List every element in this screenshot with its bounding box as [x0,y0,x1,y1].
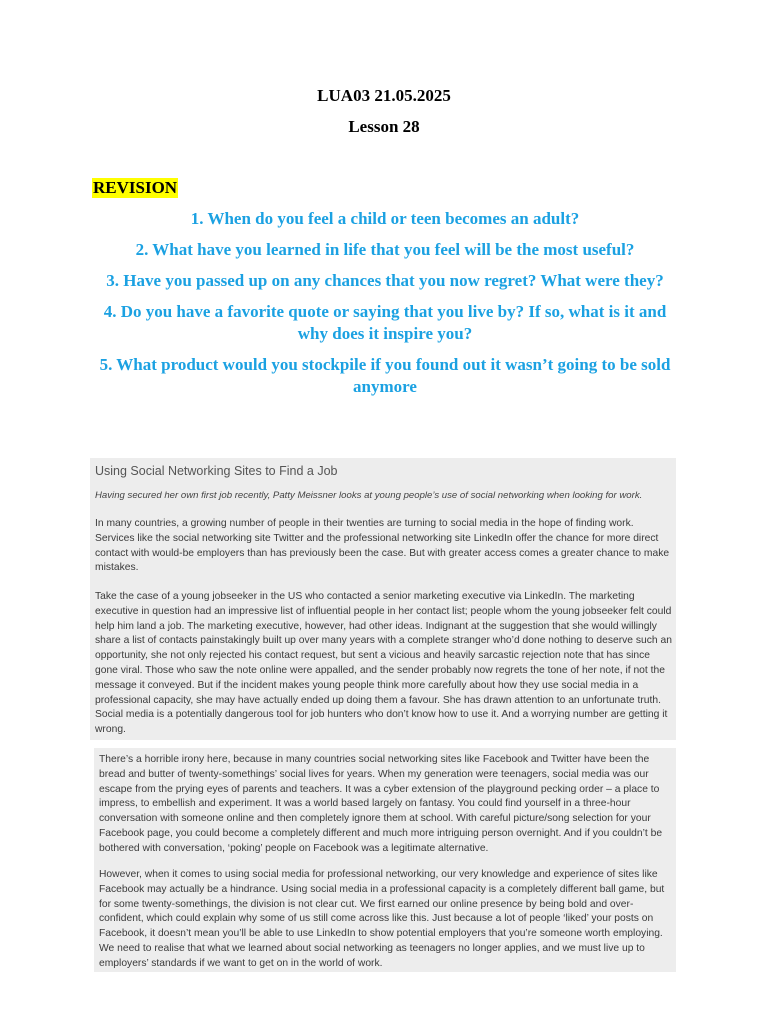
question-item: 5. What product would you stockpile if you found out it wasn’t going to be sold anymore [99,355,671,396]
lesson-number: Lesson 28 [348,117,420,136]
revision-heading: REVISION [93,178,178,197]
question-item: 4. Do you have a favorite quote or saying that you live by? If so, what is it and why does it inspire you? [103,302,667,343]
article-paragraph: Take the case of a young jobseeker in the US who contacted a senior marketing executive via LinkedIn. The marketing executive in question had an impressive list of influential people in her contact list; people whom the young jobseeker felt could help him land a job. The marketing executive, however, had other ideas. Indignant at the suggestion that she would willingly share a list of contacts painstakingly built up over many years with a complete stranger who’d done nothing to deserve such an opportunity, she not only rejected his contact request, but sent a vicious and heavily sarcastic rejection note that has since gone viral. Those who saw the note online were appalled, and the sender probably now regrets the tone of her note, if not the message it conveyed. But if the incident makes young people think more carefully about how they use social media in a professional capacity, she may have actually ended up doing them a favour. She has drawn attention to an unfortunate truth. Social media is a potentially dangerous tool for job hunters who don’t know how to use it. And a worrying number are getting it wrong. [95,591,672,736]
article-subtitle: Having secured her own first job recently, Patty Meissner looks at young people’s use of social networking when looking for work. [95,490,643,501]
article-paragraph: However, when it comes to using social media for professional networking, our very knowledge and experience of sites like Facebook may actually be a hindrance. Using social media in a professional capacity is a completely different ball game, but for some twenty-somethings, the division is not clear cut. We first earned our online presence by being bold and over-confident, which could explain why some of us still come across like this. Just because a lot of people ‘liked’ your posts on Facebook, it doesn’t mean you’ll be able to use LinkedIn to show potential employers that you’re someone worth employing. We need to realise that what we learned about social networking as teenagers no longer applies, and we must live up to employers’ standards if we want to get on in the world of work. [99,869,665,969]
article-paragraph: There’s a horrible irony here, because in many countries social networking sites like Facebook and Twitter have been the bread and butter of twenty-somethings’ social lives for years. When my generation were teenagers, social media was our escape from the prying eyes of parents and teachers. It was a cyber extension of the playground pecking order – a place to impress, to embellish and experiment. It was a world based largely on fantasy. You could find yourself in a three-hour conversation with someone online and then completely ignore them at school. With careful picture/song selection for your Facebook page, you could become a completely different and much more intriguing person overnight. And if you couldn’t be bothered with conversation, ‘poking’ people on Facebook was a legitimate alternative. [99,754,663,854]
question-item: 3. Have you passed up on any chances that you now regret? What were they? [106,271,664,290]
article-excerpt-2 [94,748,676,972]
question-item: 1. When do you feel a child or teen becomes an adult? [190,209,580,228]
article-paragraph: In many countries, a growing number of people in their twenties are turning to social media in the hope of finding work. Services like the social networking site Twitter and the professional networking site LinkedIn offer the chance for more direct contact with would-be employers than has previously been the case. But with greater access comes a greater chance to make mistakes. [95,518,670,574]
question-item: 2. What have you learned in life that you feel will be the most useful? [135,240,635,259]
article-excerpt-1 [90,458,676,740]
article-title: Using Social Networking Sites to Find a Job [95,464,338,478]
question-list [90,208,680,407]
class-code-date: LUA03 21.05.2025 [317,86,451,105]
